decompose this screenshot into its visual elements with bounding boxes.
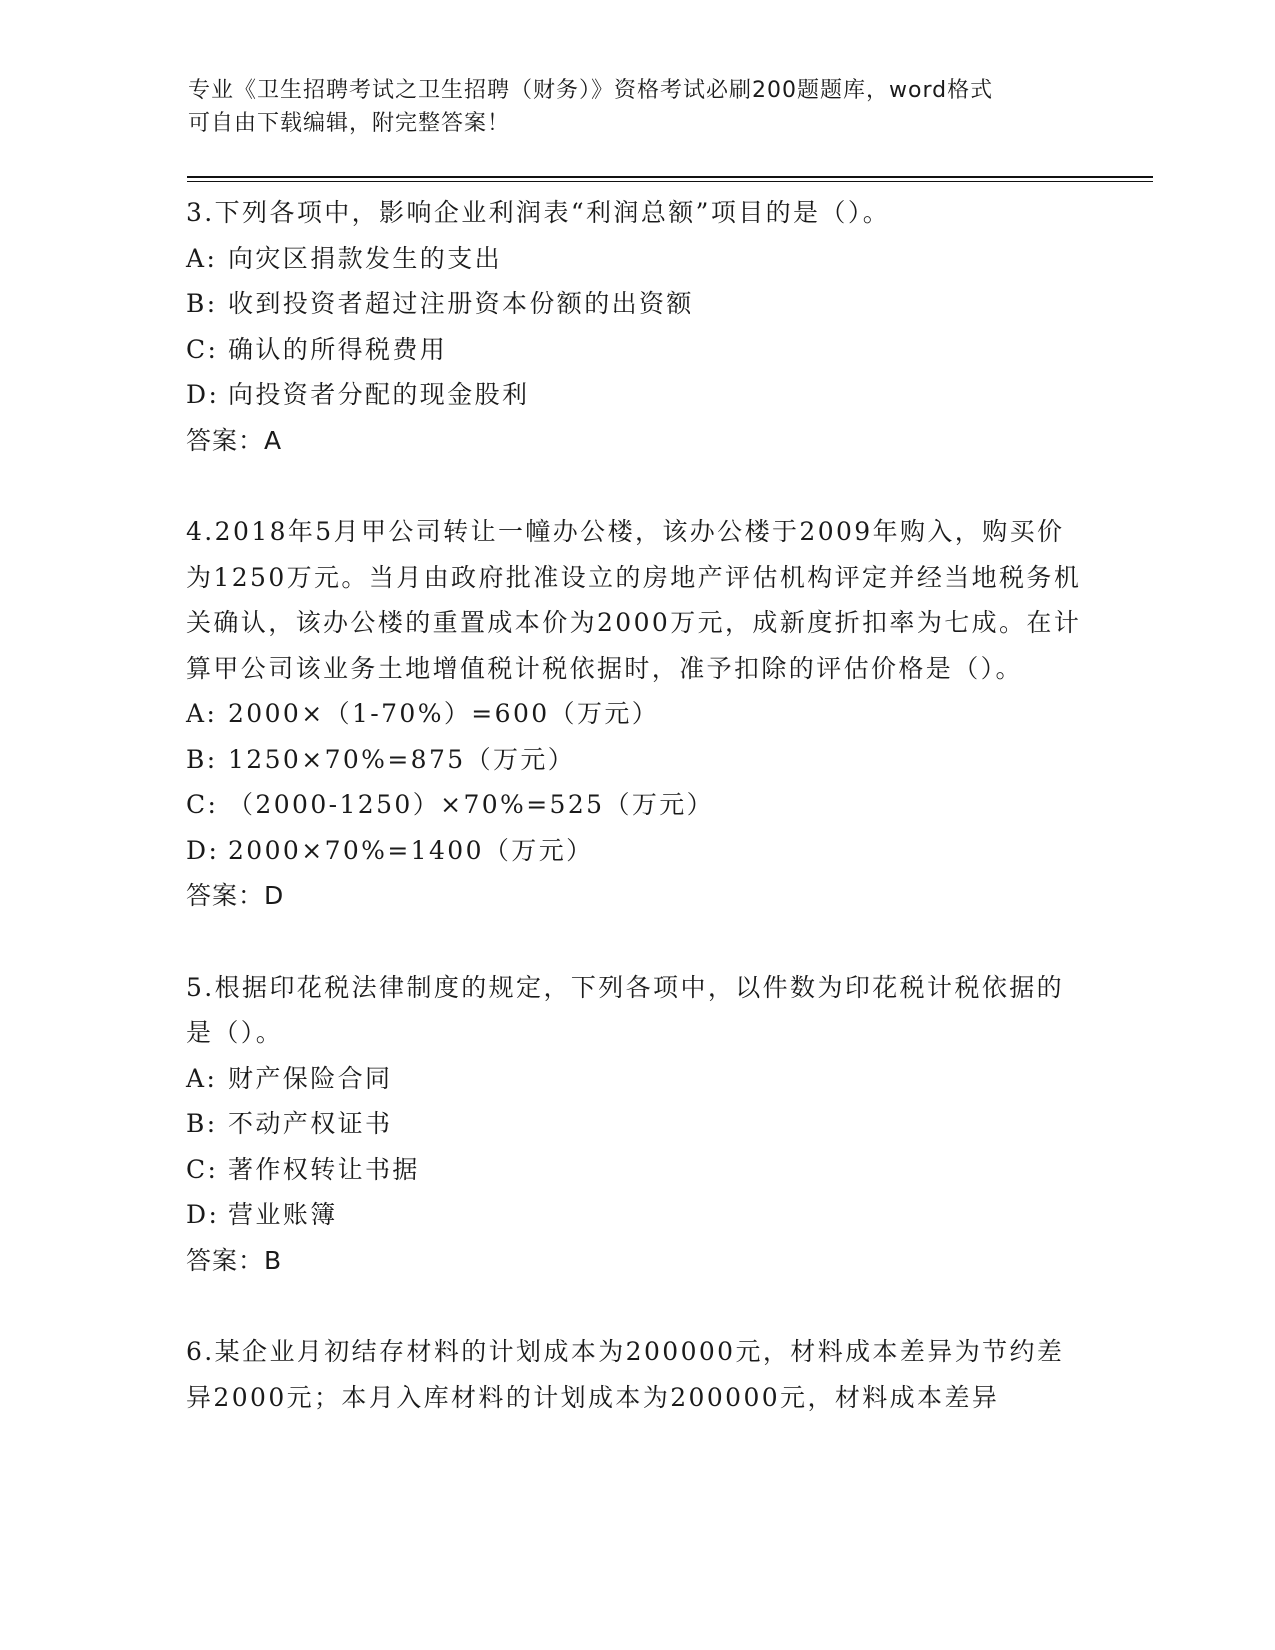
question-3 <box>186 190 1086 463</box>
option-text: 1250×70%=875（万元） <box>228 744 576 774</box>
header-divider <box>187 176 1153 178</box>
option-letter: A: <box>186 243 218 273</box>
option-text: （2000-1250）×70%=525（万元） <box>228 790 715 819</box>
option-a <box>186 1056 1086 1102</box>
question-4 <box>186 509 1086 919</box>
question-list <box>186 190 1086 1466</box>
option-a <box>186 691 1086 737</box>
option-letter: A: <box>186 1063 218 1093</box>
header-divider-thin <box>187 181 1153 182</box>
option-letter: D: <box>186 1200 220 1229</box>
option-letter: C: <box>186 334 219 364</box>
option-text: 向灾区捐款发生的支出 <box>228 243 503 273</box>
option-letter: A: <box>186 699 218 728</box>
option-letter: D: <box>186 380 220 409</box>
option-text: 2000×70%=1400（万元） <box>228 835 594 865</box>
question-stem: 5.根据印花税法律制度的规定，下列各项中，以件数为印花税计税依据的是（）。 <box>186 972 1065 1047</box>
option-letter: B: <box>186 289 218 318</box>
question-6 <box>186 1329 1086 1420</box>
answer-line: 答案：A <box>186 425 283 455</box>
option-b <box>186 1101 1086 1147</box>
answer-line: 答案：D <box>186 881 285 910</box>
option-c <box>186 327 1086 373</box>
option-c <box>186 782 1086 828</box>
question-5 <box>186 965 1086 1284</box>
option-text: 财产保险合同 <box>228 1063 393 1093</box>
option-text: 2000×（1-70%）=600（万元） <box>228 699 660 728</box>
header-line-1: 专业《卫生招聘考试之卫生招聘（财务）》资格考试必刷200题题库，word格式 <box>188 78 994 103</box>
option-letter: B: <box>186 744 218 774</box>
answer-line: 答案：B <box>186 1245 283 1275</box>
option-letter: D: <box>186 835 220 865</box>
document-header <box>188 74 1068 140</box>
option-text: 不动产权证书 <box>228 1109 393 1138</box>
option-text: 营业账簿 <box>228 1200 338 1229</box>
option-letter: C: <box>186 790 219 819</box>
header-line-2: 可自由下载编辑，附完整答案！ <box>188 111 511 136</box>
option-d <box>186 372 1086 418</box>
option-b <box>186 737 1086 783</box>
option-c <box>186 1147 1086 1193</box>
option-letter: B: <box>186 1109 218 1138</box>
question-stem: 4.2018年5月甲公司转让一幢办公楼，该办公楼于2009年购入，购买价为1250万元。当月由政府批准设立的房地产评估机构评定并经当地税务机关确认，该办公楼的重置成本价为2000万元，成新度折扣率为七成。在计算甲公司该业务土地增值税计税依据时，准予扣除的评估价格是（）。 <box>186 517 1082 683</box>
option-text: 著作权转让书据 <box>228 1154 420 1184</box>
question-stem: 6.某企业月初结存材料的计划成本为200000元，材料成本差异为节约差异2000元；本月入库材料的计划成本为200000元，材料成本差异 <box>186 1337 1065 1412</box>
option-b <box>186 281 1086 327</box>
option-text: 向投资者分配的现金股利 <box>228 380 530 409</box>
option-d <box>186 1192 1086 1238</box>
option-letter: C: <box>186 1154 219 1184</box>
option-text: 确认的所得税费用 <box>228 334 448 364</box>
option-d <box>186 828 1086 874</box>
option-a <box>186 236 1086 282</box>
question-stem: 3.下列各项中，影响企业利润表“利润总额”项目的是（）。 <box>186 198 891 227</box>
option-text: 收到投资者超过注册资本份额的出资额 <box>228 289 694 318</box>
